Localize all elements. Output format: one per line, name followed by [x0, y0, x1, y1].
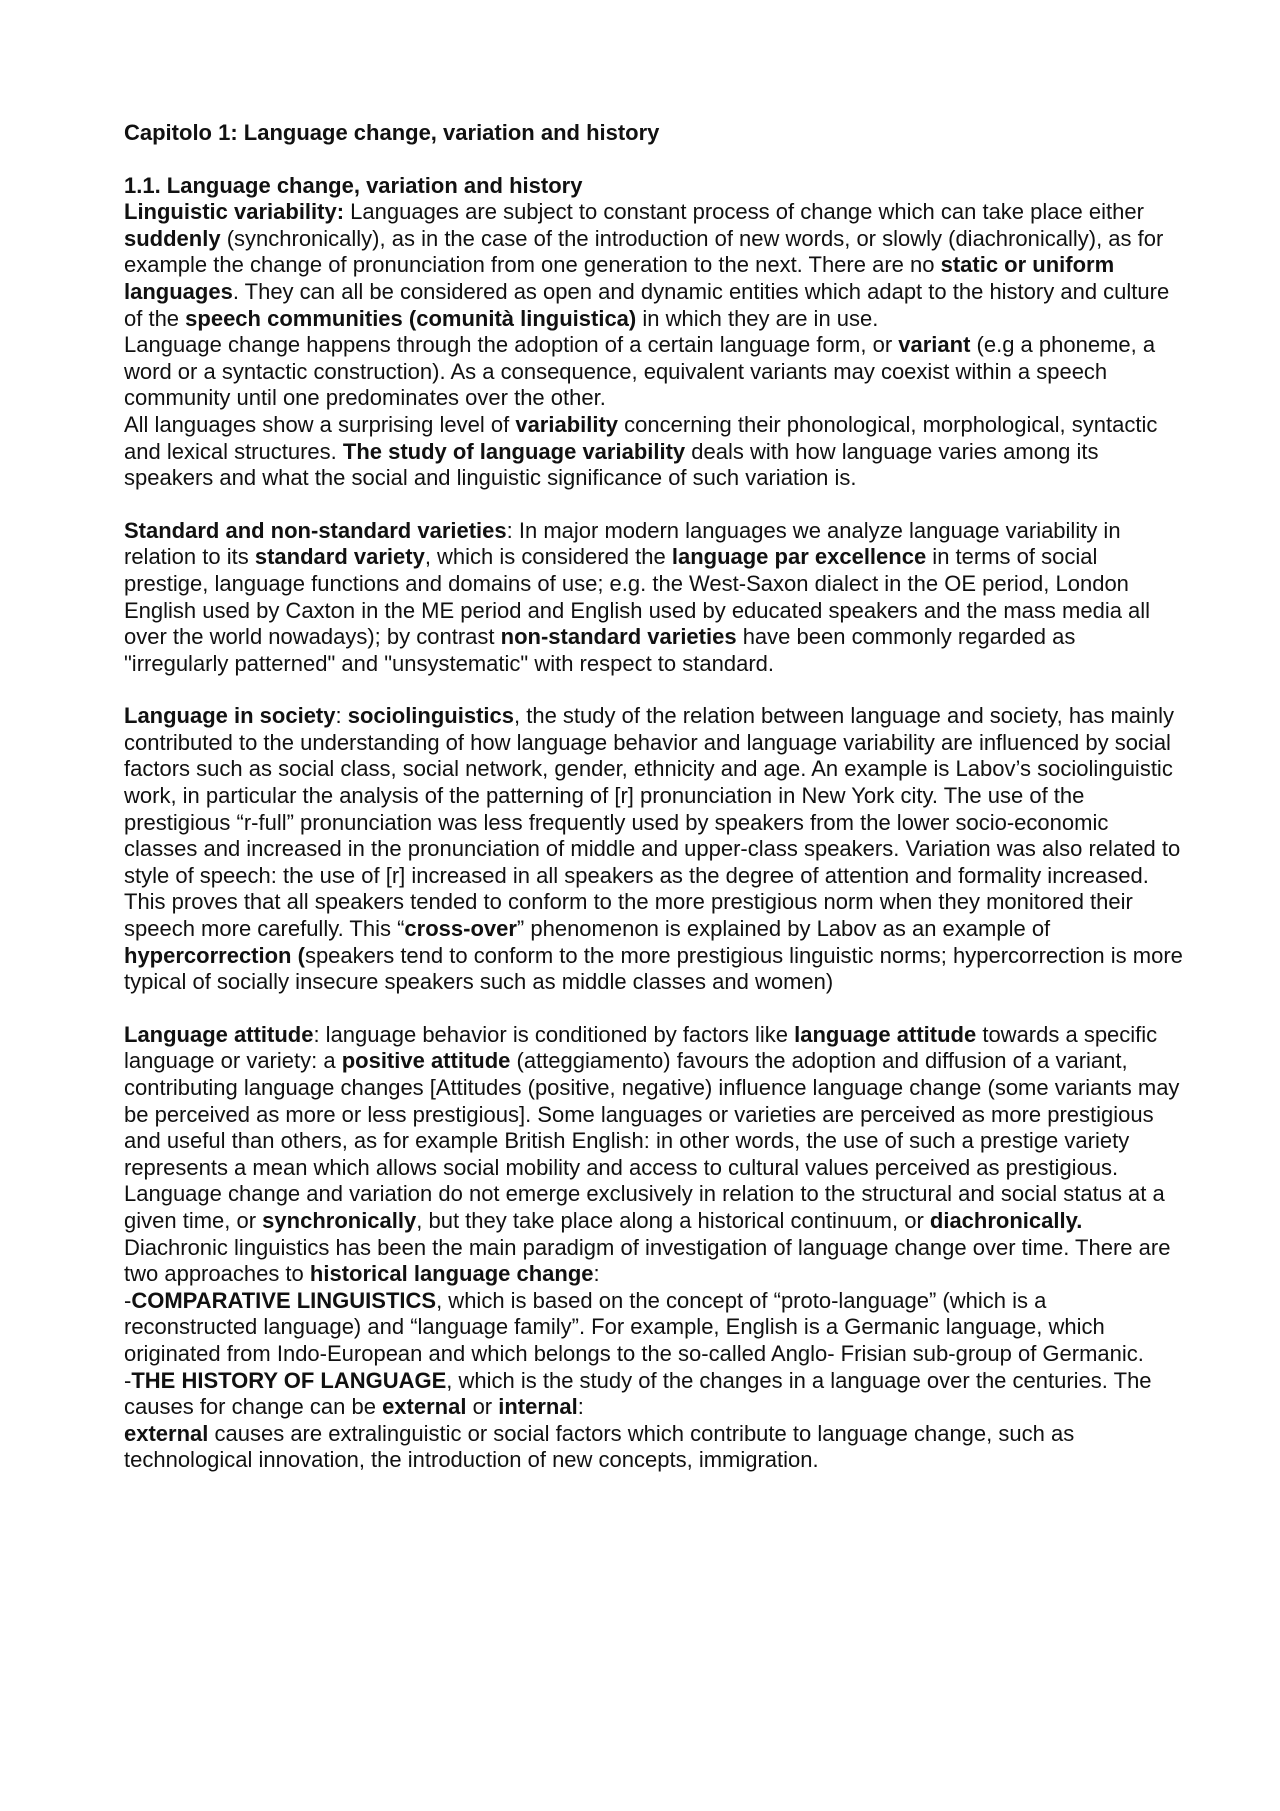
text-run: - [124, 1287, 132, 1313]
bold-text-run: COMPARATIVE LINGUISTICS [131, 1287, 437, 1313]
text-run: ” phenomenon is explained by Labov as an example of [516, 916, 1051, 942]
paragraph-gap [124, 996, 1184, 1022]
text-run: : In major modern languages we analyze language variability in relation to its [124, 517, 1121, 570]
bold-text-run: THE HISTORY OF LANGUAGE [131, 1367, 447, 1393]
bold-text-run: speech communities (comunità linguistica) [185, 305, 637, 331]
bold-text-run: diachronically. [929, 1207, 1083, 1233]
text-run: : [335, 703, 348, 729]
text-run: - [124, 1367, 132, 1393]
bold-text-run: language attitude [794, 1021, 977, 1047]
text-run: in terms of social prestige, language functions and domains of use; e.g. the West-Saxon dialect in the OE period, London English used by Caxton in the ME period and English used by educated speakers and the mass media all over the world nowadays); by contrast [124, 544, 1151, 650]
paragraph-gap [124, 677, 1184, 703]
bold-text-run: Standard and non-standard varieties [124, 517, 507, 543]
text-run: or [466, 1394, 499, 1420]
bold-text-run: suddenly [124, 225, 221, 251]
bold-text-run: hypercorrection ( [124, 942, 305, 968]
paragraph-synchronic-diachronic [124, 1181, 1184, 1234]
paragraph-diachronic-linguistics [124, 1235, 1184, 1288]
paragraph-comparative-linguistics [124, 1288, 1184, 1368]
bold-text-run: internal [498, 1394, 578, 1420]
bold-text-run: language par excellence [671, 544, 927, 570]
bold-text-run: standard variety [254, 544, 425, 570]
text-run: (atteggiamento) favours the adoption and diffusion of a variant, contributing language changes [Attitudes (positive, negative) influence language change (some variants may be perceived as more or less prestigious]. Some languages or varieties are perceived as more prestigious and useful than others, as for example British English: in other words, the use of such a prestige variety represents a mean which allows social mobility and access to cultural values perceived as prestigious. [124, 1048, 1180, 1180]
paragraph-gap [124, 492, 1184, 518]
text-run: , but they take place along a historical continuum, or [416, 1207, 930, 1233]
bold-text-run: positive attitude [341, 1048, 511, 1074]
chapter-title: Capitolo 1: Language change, variation and history [124, 120, 660, 145]
text-run: have been commonly regarded as "irregularly patterned" and "unsystematic" with respect to standard. [124, 624, 1076, 676]
text-run: deals with how language varies among its speakers and what the social and linguistic significance of such variation is. [124, 438, 1099, 491]
paragraph-linguistic-variability [124, 199, 1184, 332]
bold-text-run: variability [515, 411, 619, 437]
text-run: Language change happens through the adoption of a certain language form, or [124, 332, 899, 358]
bold-text-run: external [124, 1420, 209, 1446]
bold-text-run: cross-over [404, 916, 517, 942]
text-run: in which they are in use. [636, 305, 879, 331]
text-run: , the study of the relation between language and society, has mainly contributed to the understanding of how language behavior and language variability are influenced by social factors such as social class, social network, gender, ethnicity and age. An example is Labov’s sociolinguistic work, in particular the analysis of the patterning of [r] pronunciation in New York city. The use of the prestigious “r-full” pronunciation was less frequently used by speakers from the lower socio-economic classes and increased in the pronunciation of middle and upper-class speakers. Variation was also related to style of speech: the use of [r] increased in all speakers as the degree of attention and formality increased. This proves that all speakers tended to conform to the more prestigious norm when they monitored their speech more carefully. This “ [124, 703, 1181, 942]
bold-text-run: Language attitude [124, 1021, 314, 1047]
text-run: Diachronic linguistics has been the main paradigm of investigation of language change over time. There are two approaches to [124, 1234, 1171, 1287]
paragraph-external-causes [124, 1421, 1184, 1474]
paragraph-language-attitude [124, 1022, 1184, 1182]
bold-text-run: historical language change [309, 1261, 594, 1287]
text-run: : [577, 1394, 584, 1420]
bold-text-run: non-standard varieties [500, 624, 737, 650]
text-run: speakers tend to conform to the more prestigious linguistic norms; hypercorrection is more typical of socially insecure speakers such as middle classes and women) [124, 942, 1183, 995]
text-run: : [593, 1261, 600, 1287]
text-run: Language change and variation do not emerge exclusively in relation to the structural and social status at a given time, or [124, 1181, 1165, 1233]
bold-text-run: The study of language variability [342, 438, 686, 464]
paragraph-standard-varieties [124, 518, 1184, 678]
text-run: , which is based on the concept of “proto-language” (which is a reconstructed language) and “language family”. For example, English is a Germanic language, which originated from Indo-European and which belongs to the so-called Anglo- Frisian sub-group of Germanic. [124, 1287, 1144, 1366]
bold-text-run: Linguistic variability: [124, 199, 345, 225]
bold-text-run: sociolinguistics [347, 703, 514, 729]
text-run: (e.g a phoneme, a word or a syntactic construction). As a consequence, equivalent variants may coexist within a speech community until one predominates over the other. [124, 332, 1156, 411]
bold-text-run: Language in society [124, 703, 336, 729]
text-run: (synchronically), as in the case of the introduction of new words, or slowly (diachronically), as for example the change of pronunciation from one generation to the next. There are no [124, 225, 1164, 278]
bold-text-run: static or uniform languages [124, 252, 1115, 304]
text-run: towards a specific language or variety: a [124, 1021, 1158, 1074]
text-run: , which is considered the [424, 544, 672, 570]
text-run: , which is the study of the changes in a language over the centuries. The causes for change can be [124, 1367, 1152, 1420]
bold-text-run: synchronically [262, 1207, 417, 1233]
paragraph-language-in-society [124, 703, 1184, 996]
paragraph-language-change [124, 332, 1184, 412]
bold-text-run: variant [898, 332, 971, 358]
section-title: 1.1. Language change, variation and history [124, 172, 583, 198]
paragraph-variability [124, 412, 1184, 492]
text-run: causes are extralinguistic or social factors which contribute to language change, such as technological innovation, the introduction of new concepts, immigration. [124, 1420, 1075, 1473]
text-run: : language behavior is conditioned by factors like [313, 1021, 795, 1047]
bold-text-run: external [382, 1394, 467, 1420]
paragraph-history-of-language [124, 1368, 1184, 1421]
text-run: . They can all be considered as open and dynamic entities which adapt to the history and culture of the [124, 278, 1170, 331]
document-page [124, 120, 1184, 1474]
text-run: concerning their phonological, morphological, syntactic and lexical structures. [124, 411, 1158, 464]
text-run: Languages are subject to constant process of change which can take place either [344, 199, 1144, 225]
text-run: All languages show a surprising level of [124, 411, 516, 437]
